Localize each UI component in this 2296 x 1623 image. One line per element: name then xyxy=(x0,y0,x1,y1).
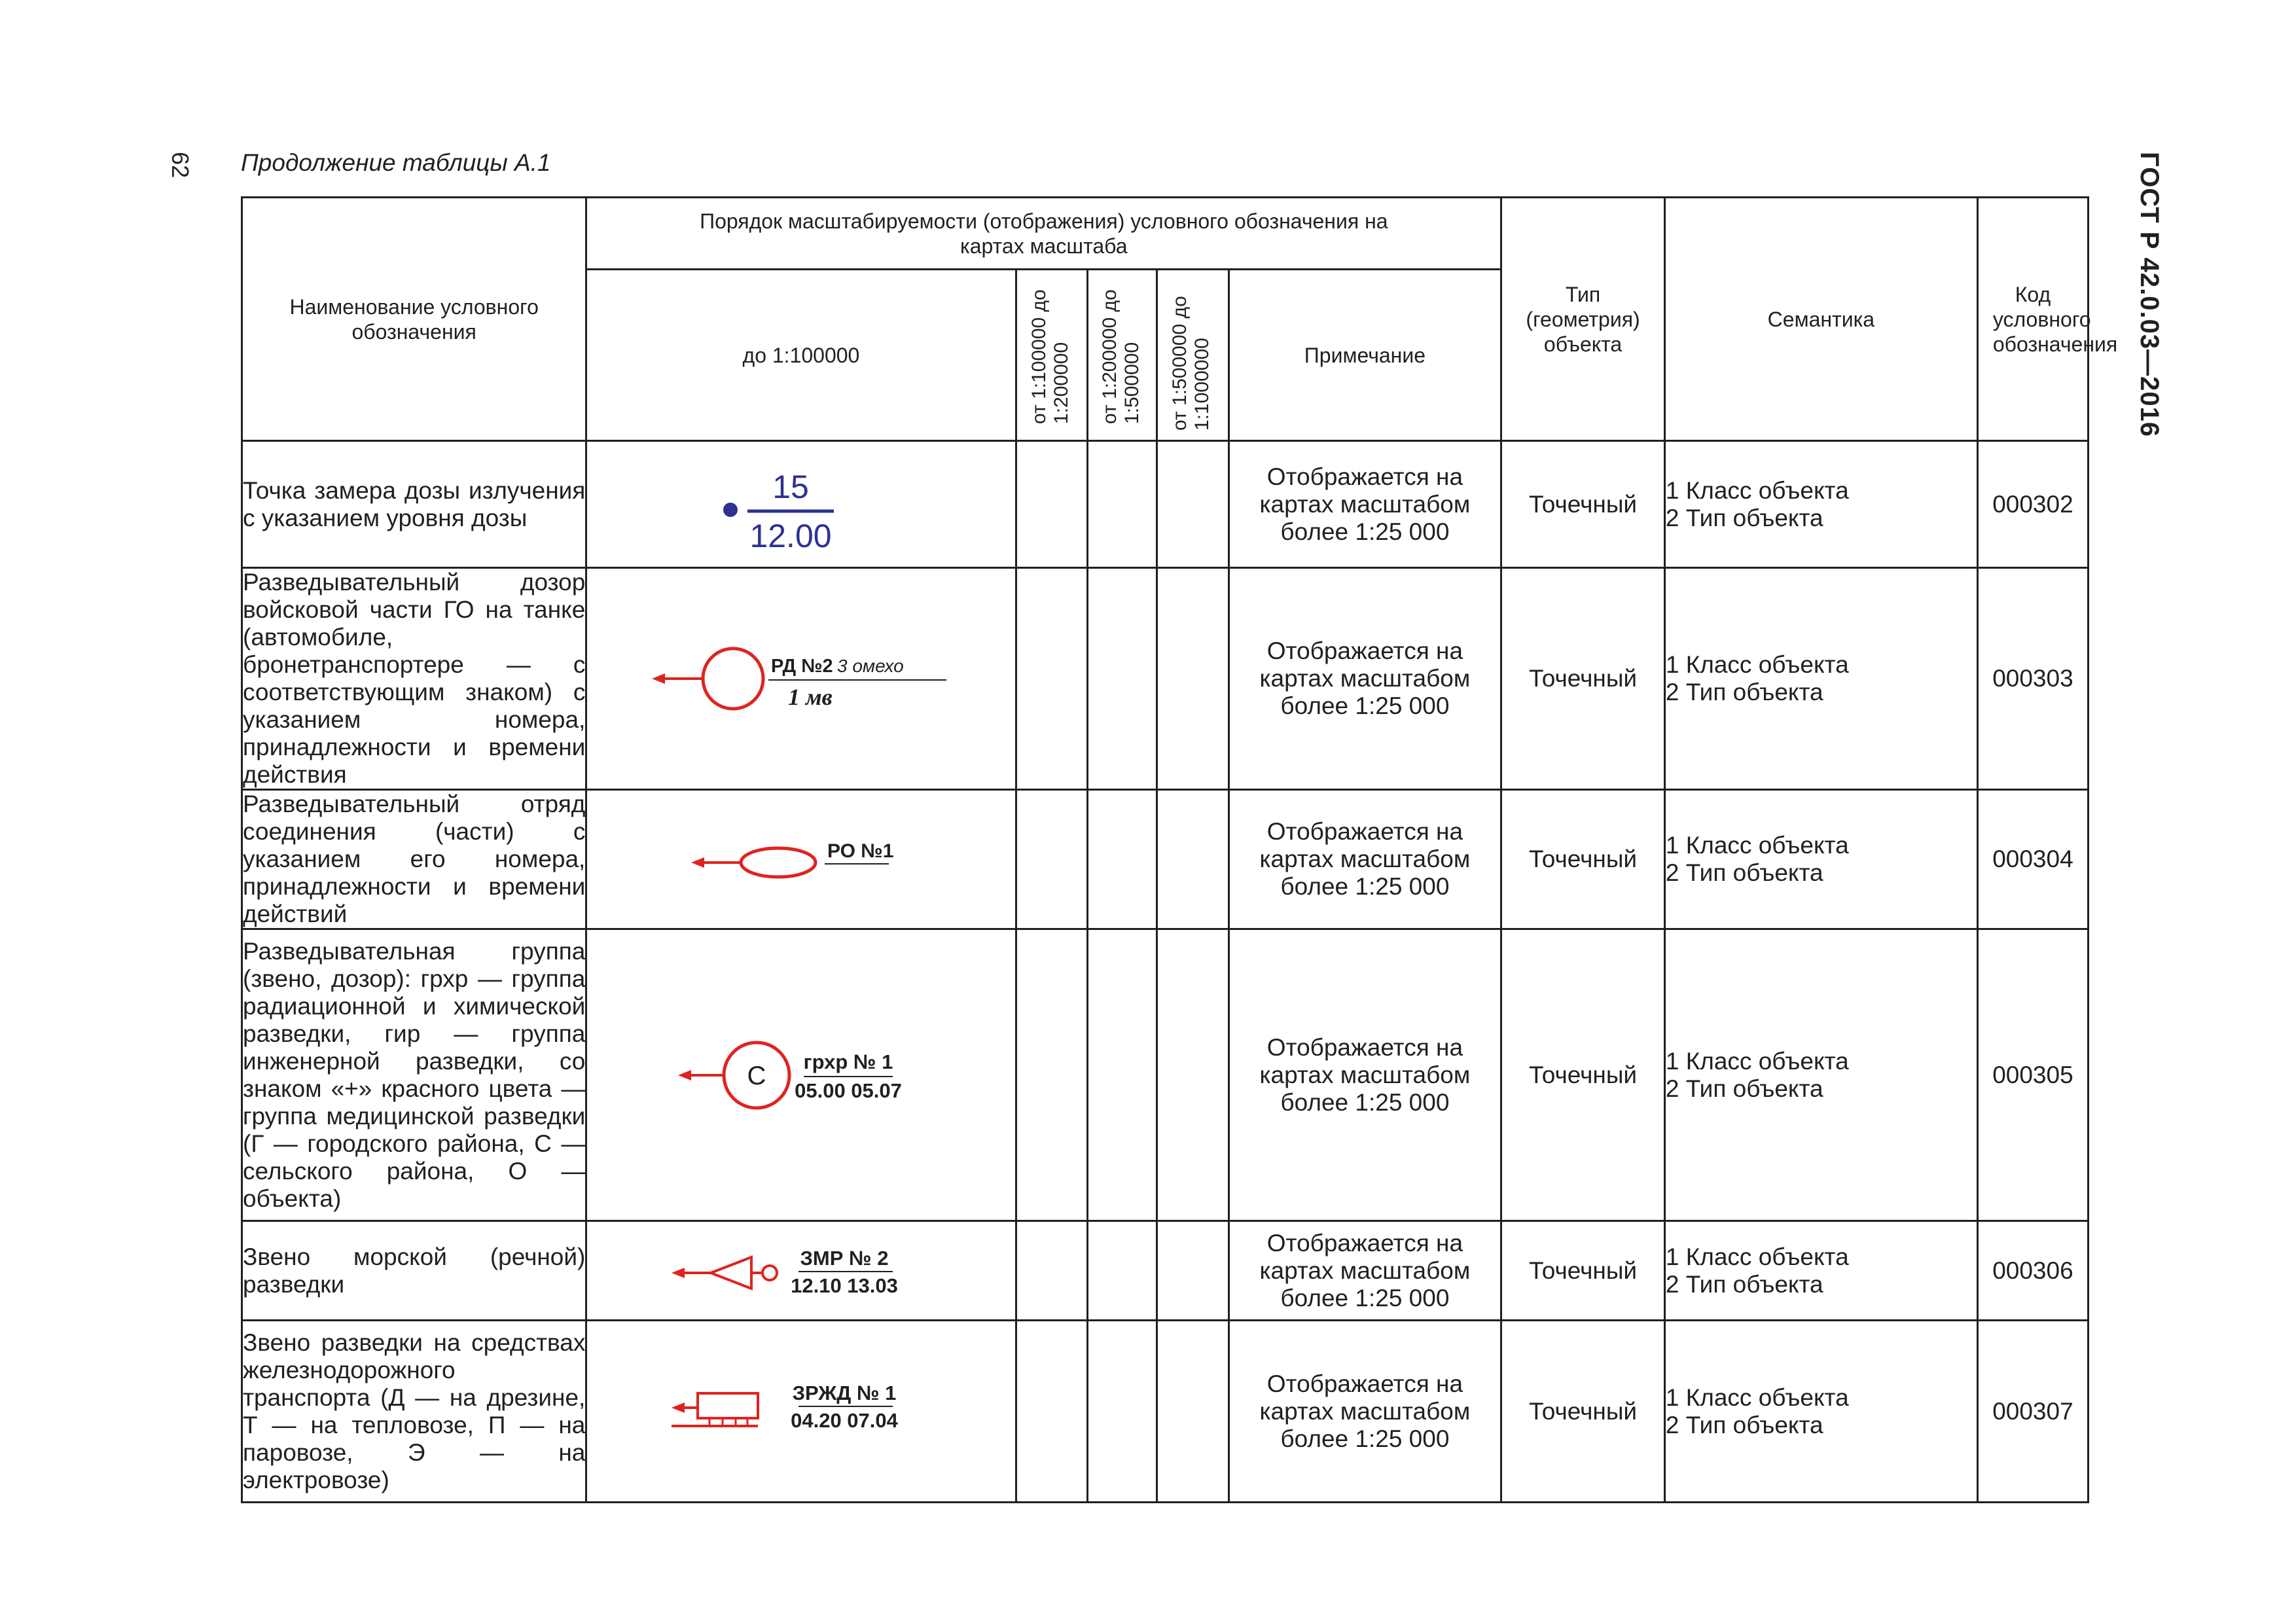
table-row xyxy=(242,1221,2089,1321)
dose-value-label: 15 xyxy=(772,468,809,505)
recon-group-symbol xyxy=(677,1029,925,1121)
scale-2-cell xyxy=(1016,929,1088,1221)
symbol-cell xyxy=(586,441,1016,568)
ellipse-icon xyxy=(741,848,816,877)
code-cell: 000306 xyxy=(1977,1221,2088,1321)
scale-3-cell xyxy=(1088,1221,1157,1321)
type-cell: Точечный xyxy=(1501,929,1665,1221)
recon-detachment-symbol xyxy=(690,830,912,889)
note-cell: Отображается на картах масштабом более 1:25 000 xyxy=(1229,1221,1501,1321)
header-semantics: Семантика xyxy=(1664,198,1977,441)
symbol-cell xyxy=(586,1321,1016,1503)
scale-4-cell xyxy=(1157,568,1229,790)
patrol-affiliation-label: 3 омехо xyxy=(836,656,904,676)
scale-3-cell xyxy=(1088,929,1157,1221)
symbol-cell xyxy=(586,568,1016,790)
triangle-icon xyxy=(711,1257,751,1289)
table-row xyxy=(242,568,2089,790)
type-cell: Точечный xyxy=(1501,1321,1665,1503)
detachment-number-label: РО №1 xyxy=(827,840,894,862)
circle-icon xyxy=(703,649,763,709)
semantics-cell: 1 Класс объекта 2 Тип объекта xyxy=(1664,441,1977,568)
scale-2-cell xyxy=(1016,568,1088,790)
scale-3-cell xyxy=(1088,1321,1157,1503)
group-number-label: грхр № 1 xyxy=(803,1050,893,1073)
symbol-cell xyxy=(586,929,1016,1221)
semantics-cell: 1 Класс объекта 2 Тип объекта xyxy=(1664,790,1977,929)
scale-2-cell xyxy=(1016,1321,1088,1503)
patrol-time-label: 1 мв xyxy=(787,684,833,710)
patrol-number-label: РД №2 xyxy=(770,656,833,677)
header-scale-group: Порядок масштабируемости (отображения) условного обозначения на картах масштаба xyxy=(586,198,1501,270)
scale-4-cell xyxy=(1157,441,1229,568)
note-cell: Отображается на картах масштабом более 1:25 000 xyxy=(1229,790,1501,929)
header-name: Наименование условного обозначения xyxy=(242,198,586,441)
semantics-cell: 1 Класс объекта 2 Тип объекта xyxy=(1664,1221,1977,1321)
table-row xyxy=(242,1321,2089,1503)
unit-time-label: 04.20 07.04 xyxy=(791,1408,898,1432)
semantics-cell: 1 Класс объекта 2 Тип объекта xyxy=(1664,568,1977,790)
row-name: Разведывательный дозор войсковой части ГО на танке (автомобиле, бронетранспортере — с соответствующим знаком) с указанием номера, принадлежности и времени действия xyxy=(242,568,586,790)
type-cell: Точечный xyxy=(1501,568,1665,790)
table-row xyxy=(242,790,2089,929)
group-type-letter: С xyxy=(747,1061,766,1090)
semantics-cell: 1 Класс объекта 2 Тип объекта xyxy=(1664,929,1977,1221)
scale-4-cell xyxy=(1157,1321,1229,1503)
dose-time-label: 12.00 xyxy=(749,517,832,554)
note-cell: Отображается на картах масштабом более 1:25 000 xyxy=(1229,929,1501,1221)
document-code: ГОСТ Р 42.0.03—2016 xyxy=(2135,152,2164,437)
row-name: Точка замера дозы излучения с указанием уровня дозы xyxy=(242,441,586,568)
row-name: Звено морской (речной) разведки xyxy=(242,1221,586,1321)
row-name: Звено разведки на средствах железнодорожного транспорта (Д — на дрезине, Т — на тепловозе, П — на паровозе, Э — на электровозе) xyxy=(242,1321,586,1503)
header-type: Тип (геометрия) объекта xyxy=(1501,198,1665,441)
symbol-cell xyxy=(586,790,1016,929)
railcar-icon xyxy=(698,1393,758,1418)
note-cell: Отображается на картах масштабом более 1:25 000 xyxy=(1229,1321,1501,1503)
small-circle-icon xyxy=(762,1266,777,1280)
rail-recon-symbol xyxy=(670,1372,932,1451)
scale-2-cell xyxy=(1016,441,1088,568)
symbols-table xyxy=(241,196,2118,1503)
group-time-label: 05.00 05.07 xyxy=(795,1079,902,1102)
naval-recon-symbol xyxy=(670,1235,932,1307)
dose-point-symbol xyxy=(703,452,899,557)
table-row xyxy=(242,441,2089,568)
row-name: Разведывательный отряд соединения (части) с указанием его номера, принадлежности и времени действий xyxy=(242,790,586,929)
table-row xyxy=(242,929,2089,1221)
code-cell: 000302 xyxy=(1977,441,2088,568)
code-cell: 000304 xyxy=(1977,790,2088,929)
code-cell: 000305 xyxy=(1977,929,2088,1221)
header-scale-1: до 1:100000 xyxy=(586,270,1016,441)
code-cell: 000307 xyxy=(1977,1321,2088,1503)
row-name: Разведывательная группа (звено, дозор): грхр — группа радиационной и химической разведки, гир — группа инженерной разведки, со знаком «+» красного цвета — группа медицинской разведки (Г — городского района, С — сельского района, О — объекта) xyxy=(242,929,586,1221)
page-number: 62 xyxy=(167,152,194,179)
unit-time-label: 12.10 13.03 xyxy=(791,1274,898,1297)
note-cell: Отображается на картах масштабом более 1:25 000 xyxy=(1229,441,1501,568)
header-code: Код условного обозначения xyxy=(1977,198,2088,441)
semantics-cell: 1 Класс объекта 2 Тип объекта xyxy=(1664,1321,1977,1503)
header-scale-4: от 1:500000 до 1:1000000 xyxy=(1157,270,1229,441)
scale-3-cell xyxy=(1088,568,1157,790)
note-cell: Отображается на картах масштабом более 1:25 000 xyxy=(1229,568,1501,790)
scale-3-cell xyxy=(1088,441,1157,568)
unit-number-label: ЗРЖД № 1 xyxy=(792,1381,897,1404)
header-scale-2: от 1:100000 до 1:200000 xyxy=(1016,270,1088,441)
scale-4-cell xyxy=(1157,790,1229,929)
recon-patrol-symbol xyxy=(651,633,952,724)
table-caption: Продолжение таблицы А.1 xyxy=(241,149,551,176)
type-cell: Точечный xyxy=(1501,441,1665,568)
type-cell: Точечный xyxy=(1501,1221,1665,1321)
code-cell: 000303 xyxy=(1977,568,2088,790)
header-scale-3: от 1:200000 до 1:500000 xyxy=(1088,270,1157,441)
dose-point-icon xyxy=(723,503,738,517)
symbol-cell xyxy=(586,1221,1016,1321)
type-cell: Точечный xyxy=(1501,790,1665,929)
scale-3-cell xyxy=(1088,790,1157,929)
scale-2-cell xyxy=(1016,790,1088,929)
scale-4-cell xyxy=(1157,1221,1229,1321)
scale-4-cell xyxy=(1157,929,1229,1221)
scale-2-cell xyxy=(1016,1221,1088,1321)
header-note: Примечание xyxy=(1229,270,1501,441)
unit-number-label: ЗМР № 2 xyxy=(800,1246,889,1270)
